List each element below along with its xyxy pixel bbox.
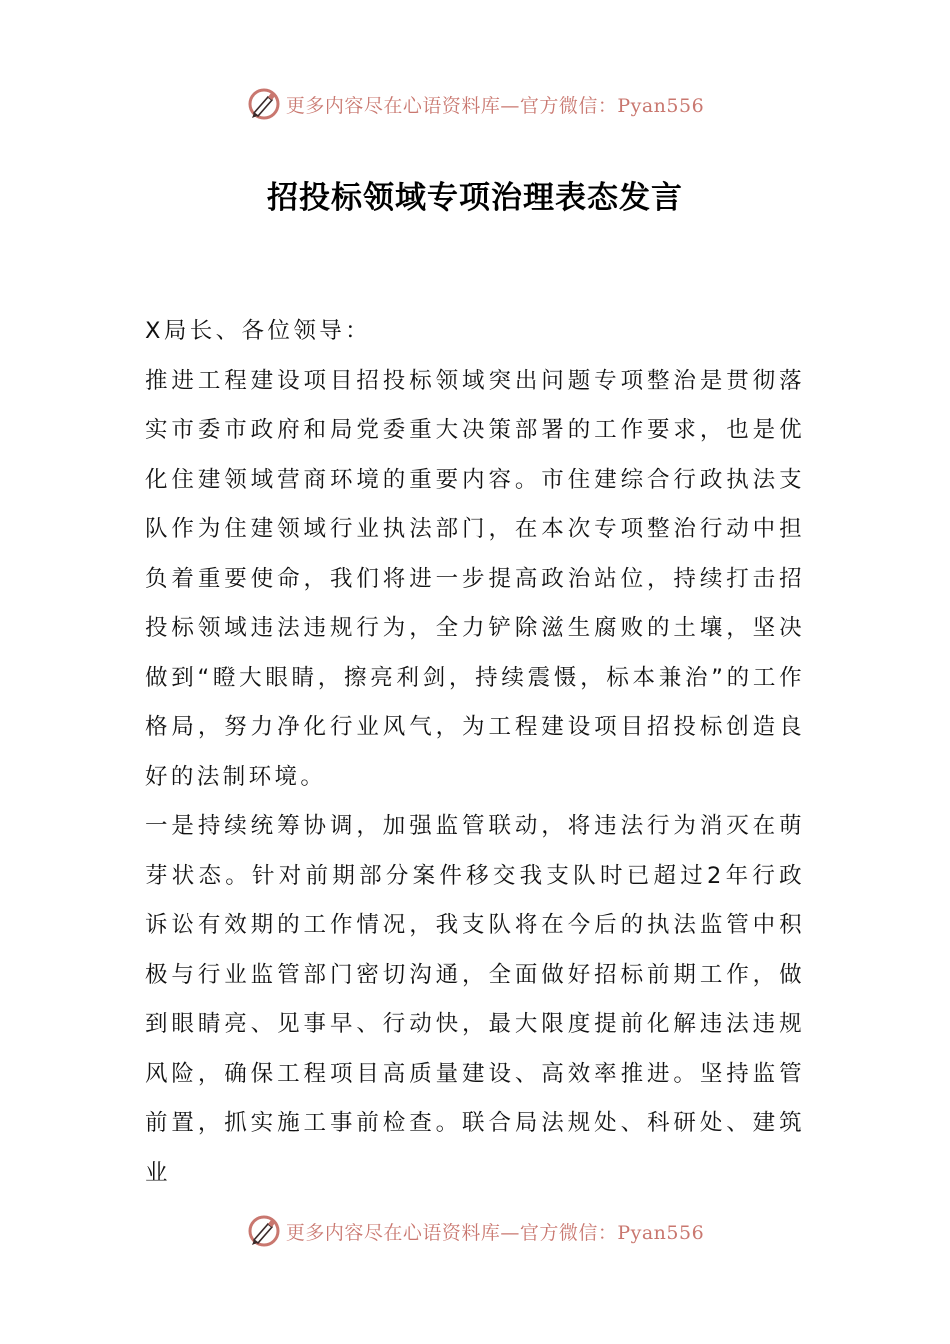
pen-logo-icon <box>246 86 282 122</box>
watermark-banner-top <box>0 84 950 124</box>
watermark-text: 更多内容尽在心语资料库—官方微信：Pyan556 <box>285 1221 705 1244</box>
paragraph: 推进工程建设项目招投标领域突出问题专项整治是贯彻落实市委市政府和局党委重大决策部署的工作要求，也是优化住建领域营商环境的重要内容。市住建综合行政执法支队作为住建领域行业执法部门，在本次专项整治行动中担负着重要使命，我们将进一步提高政治站位，持续打击招投标领域违法违规行为，全力铲除滋生腐败的土壤，坚决做到“瞪大眼睛，擦亮利剑，持续震慑，标本兼治”的工作格局，努力净化行业风气，为工程建设项目招投标创造良好的法制环境。 <box>145 367 805 790</box>
document-body <box>145 307 805 1198</box>
document-title: 招投标领域专项治理表态发言 <box>267 180 683 216</box>
watermark-text: 更多内容尽在心语资料库—官方微信：Pyan556 <box>285 94 705 117</box>
salutation: X局长、各位领导： <box>145 318 372 344</box>
pen-logo-icon <box>246 1213 282 1249</box>
paragraph: 一是持续统筹协调，加强监管联动，将违法行为消灭在萌芽状态。针对前期部分案件移交我支队时已超过2年行政诉讼有效期的工作情况，我支队将在今后的执法监管中积极与行业监管部门密切沟通，全面做好招标前期工作，做到眼睛亮、见事早、行动快，最大限度提前化解违法违规风险，确保工程项目高质量建设、高效率推进。坚持监管前置，抓实施工事前检查。联合局法规处、科研处、建筑业 <box>145 813 805 1186</box>
watermark-banner-bottom <box>0 1211 950 1251</box>
